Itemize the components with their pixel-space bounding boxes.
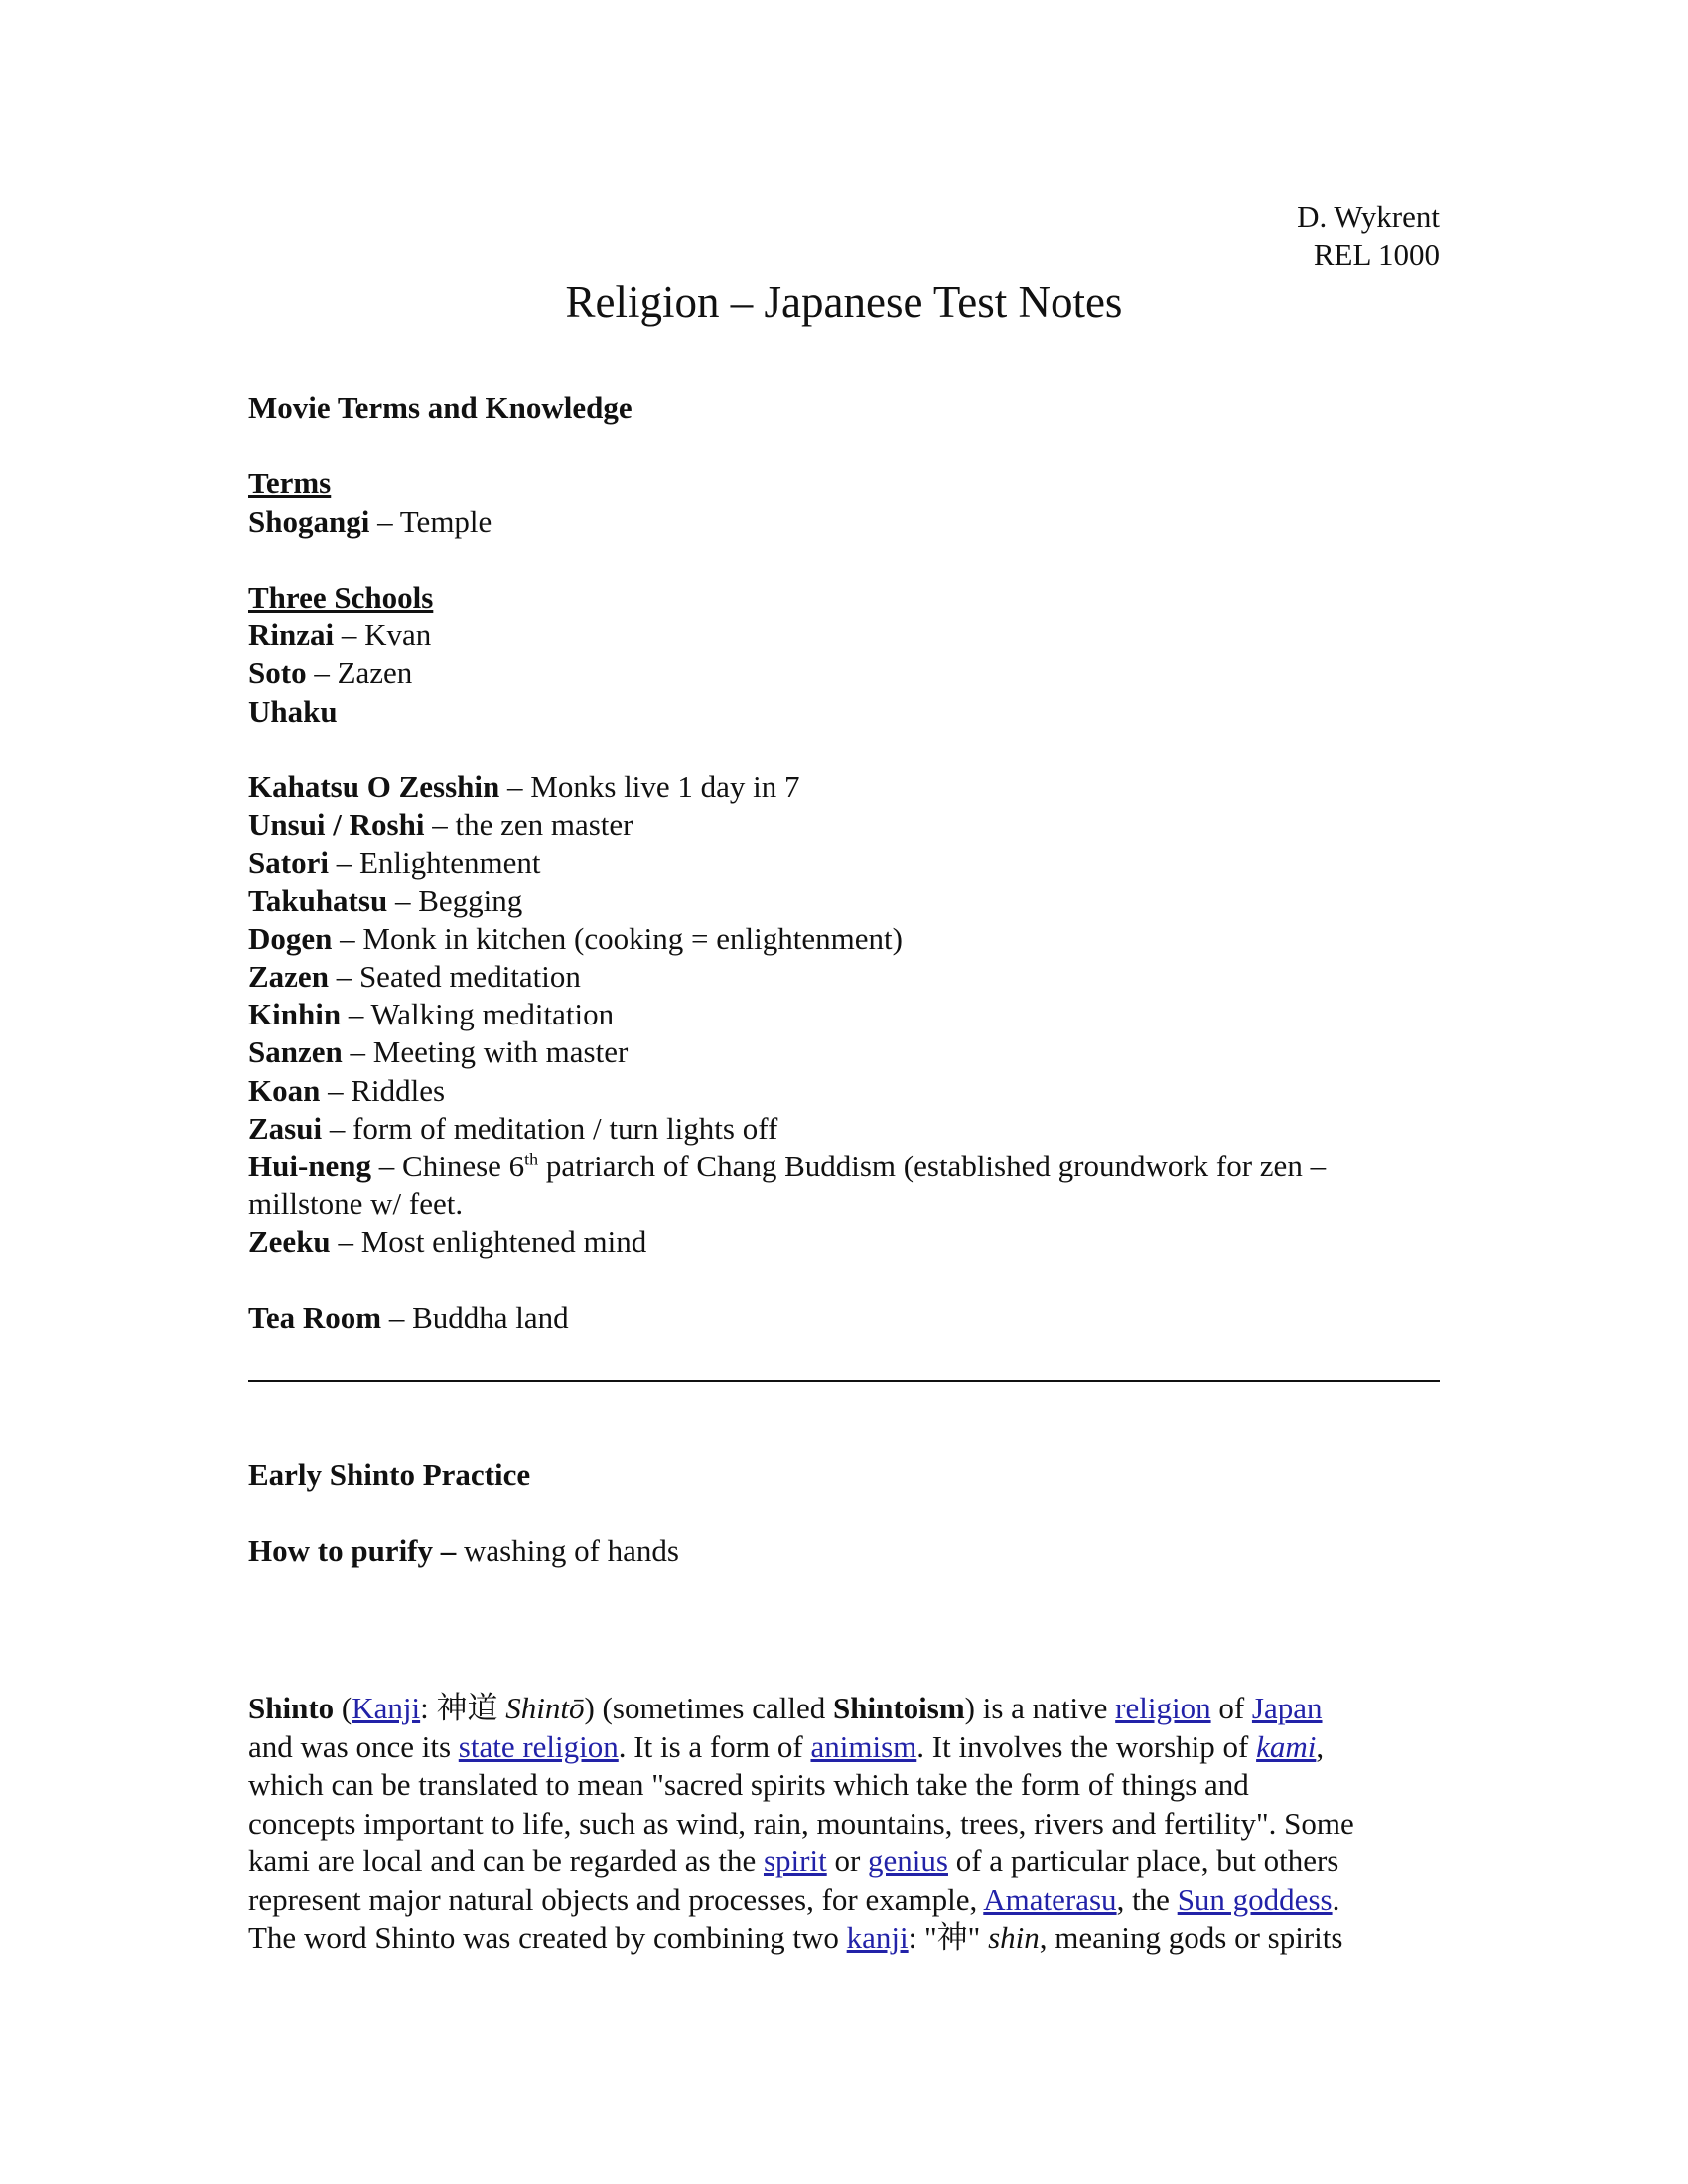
italic-term: Shintō (505, 1691, 585, 1725)
school-line (248, 616, 1440, 654)
link-genius[interactable]: genius (868, 1843, 948, 1878)
paragraph-line (248, 1728, 1440, 1767)
course-code: REL 1000 (1313, 237, 1440, 272)
term-definition: – Buddha land (381, 1299, 569, 1335)
text-run: represent major natural objects and processes, for example, (248, 1881, 984, 1917)
term-definition: – Chinese 6 (371, 1149, 525, 1184)
term-line-wrap: millstone w/ feet. (248, 1186, 464, 1222)
term-line (248, 503, 1440, 541)
text-run: , (1316, 1728, 1325, 1764)
bold-term: Shinto (248, 1691, 335, 1725)
text-run: . It involves the worship of (916, 1728, 1257, 1764)
term-label: Takuhatsu (248, 883, 388, 918)
text-run: ) (sometimes called (584, 1691, 833, 1725)
term-line (248, 844, 1440, 882)
term-label: Soto (248, 655, 307, 691)
term-label: Zeeku (248, 1224, 331, 1260)
term-line (248, 768, 1440, 806)
term-line (248, 958, 1440, 996)
link-sun-goddess[interactable]: Sun goddess (1177, 1881, 1333, 1917)
movie-section (248, 389, 1440, 1337)
link-spirit[interactable]: spirit (763, 1843, 827, 1878)
paragraph-line (248, 1881, 1440, 1920)
term-line (248, 806, 1440, 844)
text-run: , meaning gods or spirits (1039, 1920, 1343, 1955)
term-definition: – Walking meditation (341, 997, 615, 1032)
term-label: Shogangi (248, 503, 370, 539)
term-label: Zazen (248, 959, 329, 994)
text-run: . (1332, 1881, 1340, 1917)
text-run: : 神道 (420, 1691, 506, 1725)
paragraph-line: which can be translated to mean "sacred spirits which take the form of things and (248, 1767, 1249, 1802)
paragraph-line (248, 1919, 1440, 1958)
section-heading-shinto: Early Shinto Practice (248, 1457, 531, 1492)
term-definition: – Seated meditation (328, 959, 581, 994)
text-run: . It is a form of (618, 1728, 811, 1764)
term-label: Unsui / Roshi (248, 807, 425, 843)
term-definition: – Monks live 1 day in 7 (499, 768, 800, 804)
link-amaterasu[interactable]: Amaterasu (983, 1881, 1117, 1917)
term-definition: – the zen master (424, 807, 633, 843)
term-line (248, 1072, 1440, 1110)
term-label: Dogen (248, 920, 333, 956)
term-definition: – Meeting with master (342, 1034, 629, 1070)
term-definition: – Kvan (334, 617, 432, 653)
term-definition: – Temple (369, 503, 492, 539)
paragraph-line (248, 1843, 1440, 1881)
text-run: , the (1116, 1881, 1178, 1917)
term-definition: washing of hands (456, 1533, 679, 1569)
term-label: Koan (248, 1072, 321, 1108)
text-run: of (1210, 1691, 1252, 1725)
term-line (248, 1299, 1440, 1337)
shinto-paragraph (248, 1690, 1440, 1958)
link-state-religion[interactable]: state religion (458, 1728, 619, 1764)
text-run: The word Shinto was created by combining two (248, 1920, 847, 1955)
term-definition: – Zazen (306, 655, 413, 691)
term-line (248, 920, 1440, 958)
term-label: Kinhin (248, 997, 342, 1032)
link-religion[interactable]: religion (1115, 1691, 1211, 1725)
term-line (248, 883, 1440, 920)
text-run: : "神" (908, 1920, 989, 1955)
horizontal-divider (248, 1380, 1440, 1382)
text-run: ) is a native (964, 1691, 1116, 1725)
shinto-section (248, 1456, 1440, 1570)
term-label: Uhaku (248, 693, 338, 729)
term-label: Zasui (248, 1110, 323, 1146)
term-label: Hui-neng (248, 1149, 372, 1184)
terms-heading: Terms (248, 466, 332, 501)
page-title: Religion – Japanese Test Notes (565, 277, 1123, 327)
paragraph-line (248, 1690, 1440, 1728)
link-japan[interactable]: Japan (1251, 1691, 1323, 1725)
term-label: Satori (248, 845, 329, 881)
term-label: How to purify – (248, 1533, 457, 1569)
school-line (248, 654, 1440, 692)
link-kami[interactable]: kami (1256, 1728, 1317, 1764)
text-run: of a particular place, but others (947, 1843, 1339, 1878)
term-label: Kahatsu O Zesshin (248, 768, 500, 804)
text-run: kami are local and can be regarded as the (248, 1843, 764, 1878)
term-label: Sanzen (248, 1034, 343, 1070)
term-definition: – Riddles (320, 1072, 446, 1108)
term-definition: – Enlightenment (328, 845, 541, 881)
italic-term: shin (988, 1920, 1040, 1955)
ordinal-suffix: th (524, 1149, 539, 1169)
term-definition: – Monk in kitchen (cooking = enlightenment) (332, 920, 903, 956)
link-kanji[interactable]: Kanji (352, 1691, 421, 1725)
term-definition-cont: patriarch of Chang Buddism (established groundwork for zen – (538, 1149, 1327, 1184)
author-block (1297, 199, 1440, 274)
text-run: ( (334, 1691, 352, 1725)
term-definition: – Most enlightened mind (330, 1224, 647, 1260)
term-line (248, 996, 1440, 1033)
link-animism[interactable]: animism (810, 1728, 917, 1764)
term-definition: – Begging (387, 883, 523, 918)
term-line (248, 1223, 1440, 1261)
text-run: or (826, 1843, 869, 1878)
school-line (248, 693, 1440, 731)
schools-heading: Three Schools (248, 579, 434, 614)
link-kanji-2[interactable]: kanji (846, 1920, 909, 1955)
text-run: and was once its (248, 1728, 459, 1764)
section-heading-movie: Movie Terms and Knowledge (248, 390, 633, 425)
author-name: D. Wykrent (1297, 200, 1440, 234)
purify-line (248, 1532, 1440, 1570)
term-label: Rinzai (248, 617, 335, 653)
bold-term: Shintoism (832, 1691, 965, 1725)
term-line-huineng (248, 1148, 1440, 1185)
term-line (248, 1033, 1440, 1071)
term-definition: – form of meditation / turn lights off (322, 1110, 778, 1146)
paragraph-line: concepts important to life, such as wind, rain, mountains, trees, rivers and fertility". Some (248, 1805, 1354, 1841)
term-line (248, 1110, 1440, 1148)
term-label: Tea Room (248, 1299, 382, 1335)
